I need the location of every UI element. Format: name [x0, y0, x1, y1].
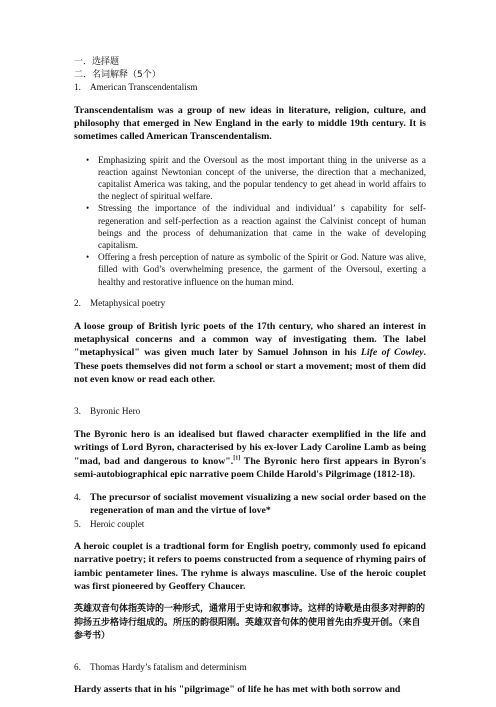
bullet-icon: •	[86, 203, 90, 214]
term-5-chinese-note: 英雄双音句体指英诗的一种形式，通常用于史诗和叙事诗。这样的诗歌是由很多对押韵的抑扬五步格诗行组成的。所压的韵很阳刚。英雄双音句体的使用首先由乔叟开创。（来自参考书）	[74, 604, 426, 641]
term-4-text: The precursor of socialist movement visualizing a new social order based on the regeneration of man and the virtue of love*	[90, 492, 426, 517]
term-3-number: 3.	[74, 406, 81, 417]
term-1-bullet: • Offering a fresh perception of nature as symbolic of the Spirit or God. Nature was alive, filled with God’s overwhelming presence, the garment of the Oversoul, exerting a healthy and restorative influence on the human mind.	[86, 252, 426, 287]
term-1-heading	[74, 81, 426, 94]
term-6-definition: Hardy asserts that in his "pilgrimage" of life he has met with both sorrow and	[74, 684, 401, 696]
term-3-definition: The Byronic hero is an idealised but flawed character exemplified in the life and writings of Lord Byron, characterised by his ex-lover Lady Caroline Lamb as being "mad, bad and dangerous to know".[1] The Byronic hero first appears in Byron's semi-autobiographical epic narrative poem Childe Harold's Pilgrimage (1812-18).	[74, 428, 426, 480]
section-heading-choice: 一．选择题	[74, 57, 120, 67]
term-6-heading	[74, 661, 426, 674]
term-3-heading	[74, 405, 426, 418]
term-1-number: 1.	[74, 82, 81, 93]
term-1-bullet: • Stressing the importance of the individual and individual’ s capability for self-regeneration and self-perfection as a reaction against the Calvinist concept of human beings and the process of dehumanization that came in the wake of developing capitalism.	[86, 203, 426, 250]
term-1-definition: Transcendentalism was a group of new ideas in literature, religion, culture, and philosophy that emerged in New England in the early to middle 19th century. It is sometimes called American Transcendentalism.	[74, 104, 426, 143]
term-1-title: American Transcendentalism	[90, 82, 198, 93]
document-page	[74, 56, 426, 707]
section-heading-terms: 二．名词解释（5个）	[74, 69, 161, 80]
bullet-icon: •	[86, 252, 90, 263]
term-3-title: Byronic Hero	[90, 406, 141, 417]
term-5-heading	[74, 518, 426, 531]
term-2-title: Metaphysical poetry	[90, 298, 166, 309]
term-5-number: 5.	[74, 518, 81, 529]
term-2-definition: A loose group of British lyric poets of the 17th century, who shared an interest in metaphysical concerns and a common way of investigating them. The label "metaphysical" was given much later by Samuel Johnson in his Life of Cowley. These poets themselves did not form a school or start a movement; most of them did not even know or read each other.	[74, 320, 426, 386]
term-5-title: Heroic couplet	[90, 518, 145, 529]
term-2-book-title: Life of Cowley	[360, 347, 424, 359]
term-6-title: Thomas Hardy’s fatalism and determinism	[90, 661, 247, 672]
term-2-heading	[74, 297, 426, 310]
term-1-bullet-list	[74, 154, 426, 288]
term-6-number: 6.	[74, 661, 81, 672]
citation-marker: [1]	[233, 455, 241, 462]
term-4-item	[74, 491, 426, 517]
term-1-bullet: • Emphasizing spirit and the Oversoul as the most important thing in the universe as a reaction against Newtonian concept of the universe, the direction that a mechanized, capitalist America was taking, and the popular tendency to get ahead in world affairs to the neglect of spiritual welfare.	[86, 154, 426, 201]
term-5-definition: A heroic couplet is a tradtional form for English poetry, commonly used fo epicand narrative poetry; it refers to poems constructed from a sequence of rhyming pairs of iambic pentameter lines. The ryhme is always masculine. Use of the heroic couplet was first pioneered by Geoffery Chaucer.	[74, 540, 426, 593]
bullet-icon: •	[86, 154, 90, 165]
term-4-number: 4.	[74, 492, 81, 503]
term-2-number: 2.	[74, 298, 81, 309]
